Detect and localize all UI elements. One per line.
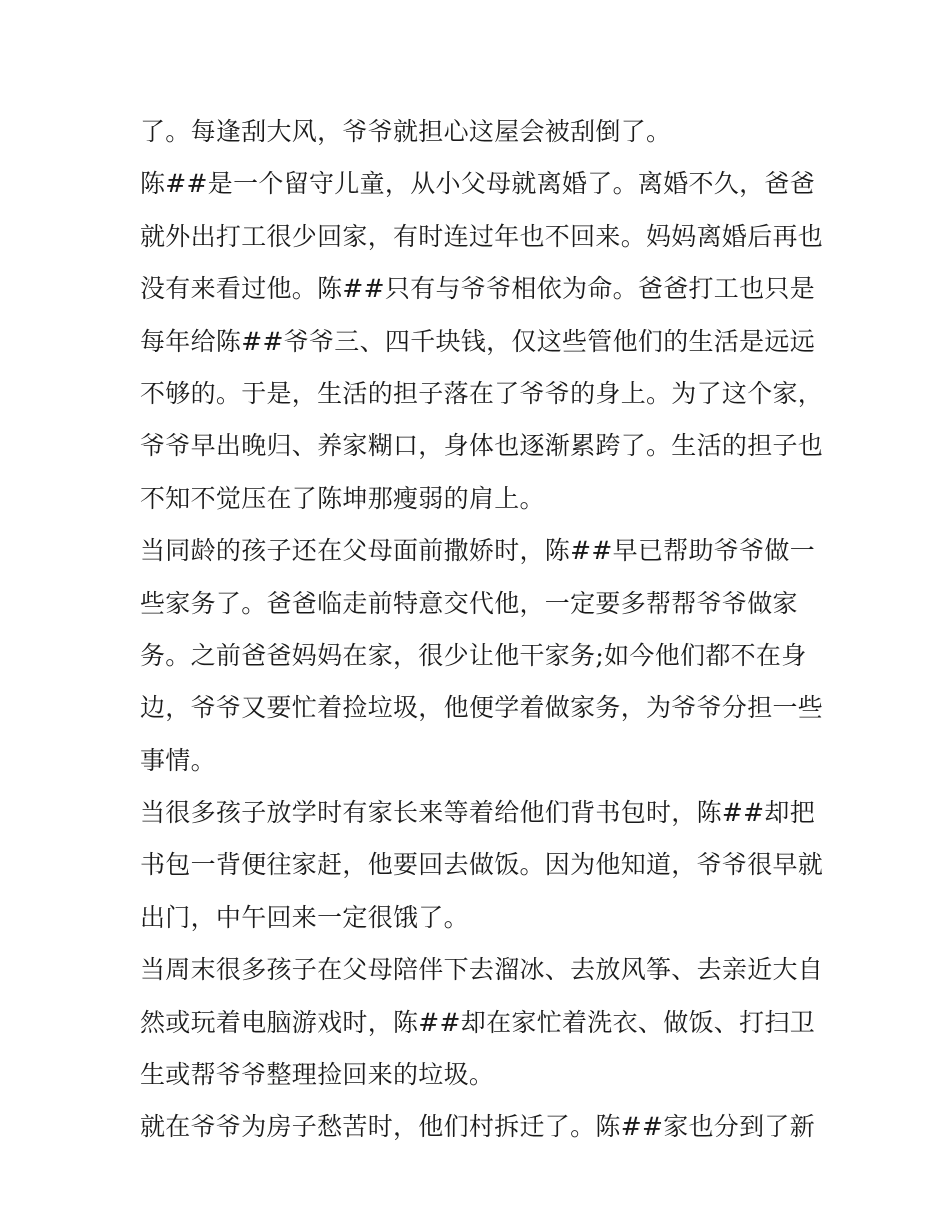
text-line: 然或玩着电脑游戏时，陈##却在家忙着洗衣、做饭、打扫卫 xyxy=(140,1007,815,1037)
text-line: 事情。 xyxy=(140,745,216,775)
text-line: 书包一背便往家赶，他要回去做饭。因为他知道，爷爷很早就 xyxy=(140,850,824,880)
text-line: 爷爷早出晚归、养家糊口，身体也逐渐累跨了。生活的担子也 xyxy=(140,431,824,461)
text-line: 了。每逢刮大风，爷爷就担心这屋会被刮倒了。 xyxy=(140,117,672,146)
text-line: 当周末很多孩子在父母陪伴下去溜冰、去放风筝、去亲近大自 xyxy=(140,955,824,985)
text-line: 不够的。于是，生活的担子落在了爷爷的身上。为了这个家， xyxy=(140,378,824,408)
document-body xyxy=(140,106,824,1154)
text-line: 就外出打工很少回家，有时连过年也不回来。妈妈离婚后再也 xyxy=(140,221,824,251)
text-line: 务。之前爸爸妈妈在家，很少让他干家务;如今他们都不在身 xyxy=(140,640,807,670)
text-line: 边，爷爷又要忙着捡垃圾，他便学着做家务，为爷爷分担一些 xyxy=(140,693,824,723)
text-line: 不知不觉压在了陈坤那瘦弱的肩上。 xyxy=(140,483,545,513)
text-line: 生或帮爷爷整理捡回来的垃圾。 xyxy=(140,1060,495,1090)
text-line: 每年给陈##爷爷三、四千块钱，仅这些管他们的生活是远远 xyxy=(140,326,815,356)
text-line: 陈##是一个留守儿童，从小父母就离婚了。离婚不久，爸爸 xyxy=(140,169,815,199)
text-line: 当很多孩子放学时有家长来等着给他们背书包时，陈##却把 xyxy=(140,798,815,828)
text-line: 些家务了。爸爸临走前特意交代他，一定要多帮帮爷爷做家 xyxy=(140,588,798,618)
text-line: 就在爷爷为房子愁苦时，他们村拆迁了。陈##家也分到了新 xyxy=(140,1112,815,1142)
text-line: 当同龄的孩子还在父母面前撒娇时，陈##早已帮助爷爷做一 xyxy=(140,536,815,566)
text-line: 没有来看过他。陈##只有与爷爷相依为命。爸爸打工也只是 xyxy=(140,274,815,304)
text-line: 出门，中午回来一定很饿了。 xyxy=(140,902,469,932)
